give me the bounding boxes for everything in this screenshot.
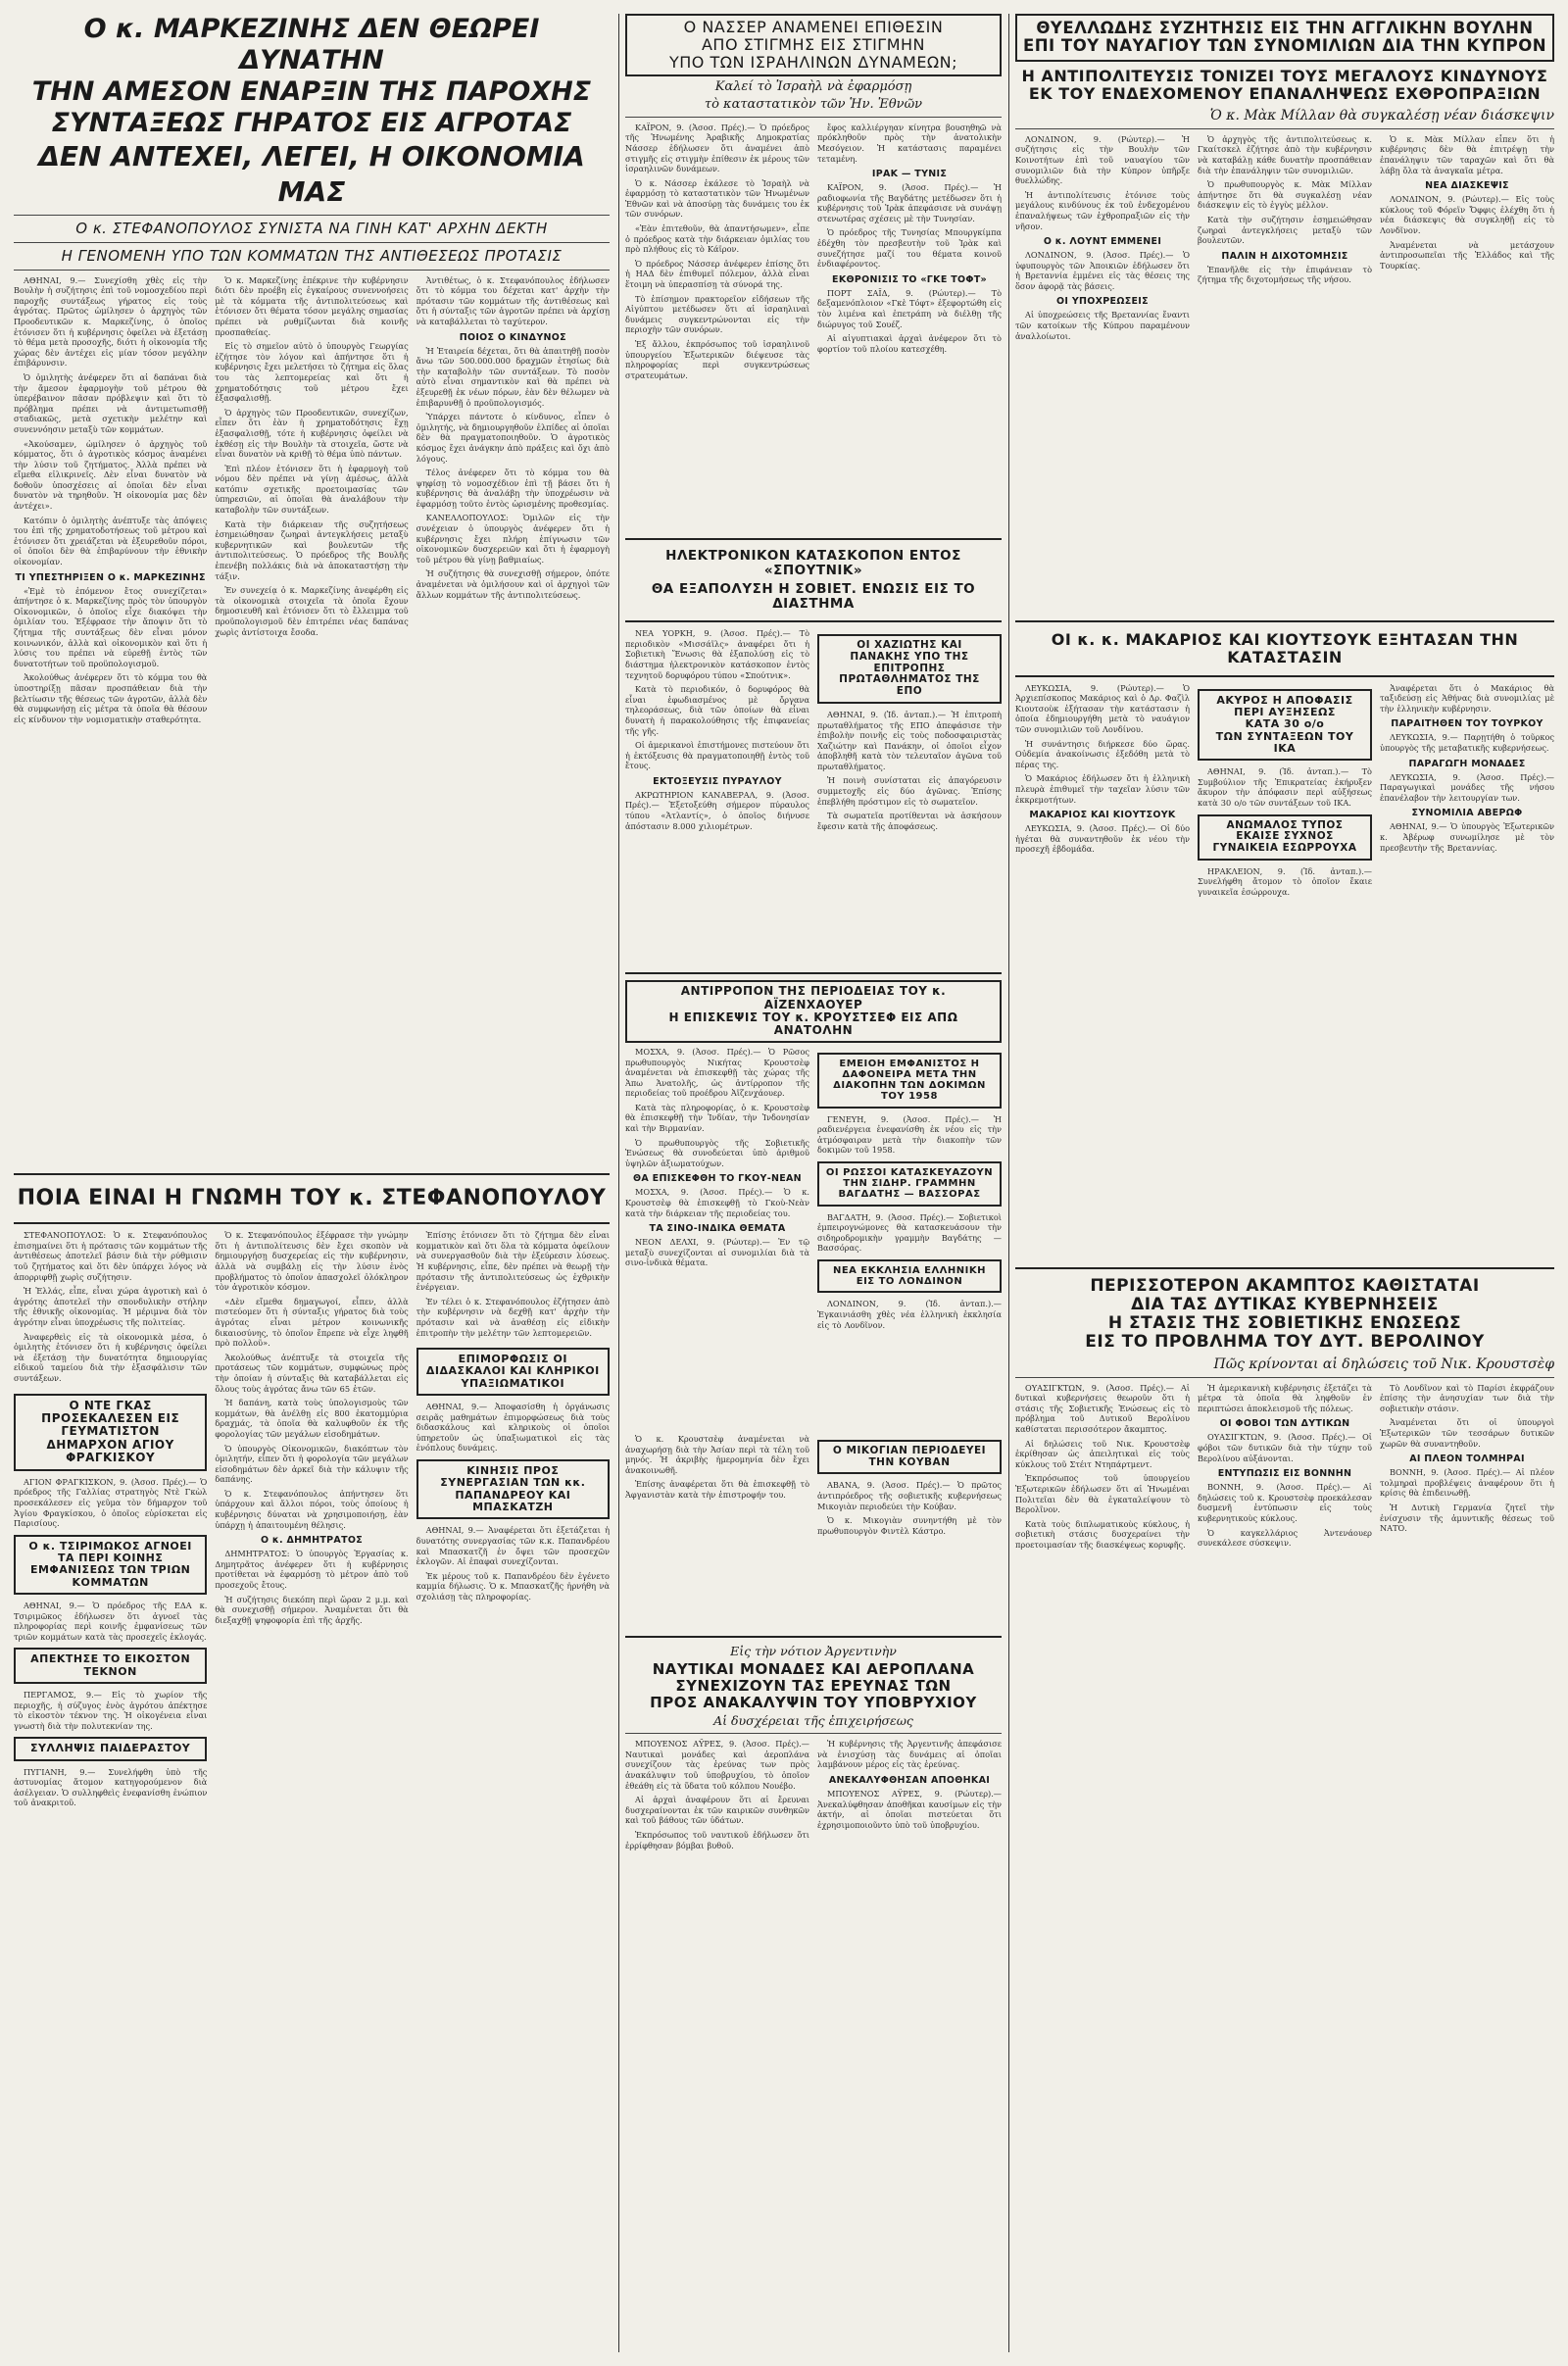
- article-body: [625, 1434, 1002, 1630]
- article-body: [625, 628, 1002, 966]
- article-body: [625, 1047, 1002, 1434]
- headline-line: ΝΑΥΤΙΚΑΙ ΜΟΝΑΔΕΣ ΚΑΙ ΑΕΡΟΠΛΑΝΑ: [652, 1659, 975, 1678]
- box-headline: ΟΙ ΡΩΣΣΟΙ ΚΑΤΑΣΚΕΥΑΖΟΥΝ ΤΗΝ ΣΙΔΗΡ. ΓΡΑΜΜΗΝ ΒΑΓΔΑΤΗΣ — ΒΑΣΣΟΡΑΣ: [825, 1167, 994, 1201]
- column-rule: [1008, 14, 1009, 2352]
- headline-line: ΓΥΝΑΙΚΕΙΑ ΕΣΩΡΡΟΥΧΑ: [1212, 842, 1357, 854]
- headline-line: Η ΣΤΑΣΙΣ ΤΗΣ ΣΟΒΙΕΤΙΚΗΣ ΕΝΩΣΕΩΣ: [1107, 1312, 1462, 1333]
- section-head: ΤΑ ΣΙΝΟ-ΙΝΔΙΚΑ ΘΕΜΑΤΑ: [649, 1223, 786, 1235]
- text-column: Ὁ κ. Μὰκ Μίλλαν εἶπεν ὅτι ἡ κυβέρνησις δὲν θὰ ἐπιτρέψῃ τὴν ἐπανάληψιν τῶν ταραχῶν καὶ ὅτι θὰ λάβῃ ὅλα τὰ ἀναγκαῖα μέτρα. ΝΕΑ ΔΙΑΣΚΕΨΙΣ ΛΟΝΔΙΝΟΝ, 9. (Ρώυτερ).— Εἰς τοὺς κύκλους τοῦ Φόρεϊν Ὄφφις ἐλέχθη ὅτι ἡ νέα διάσκεψις θὰ συγκληθῇ εἰς τὸ Λονδῖνον. Ἀναμένεται νὰ μετάσχουν ἀντιπροσωπεῖαι τῆς Ἑλλάδος καὶ τῆς Τουρκίας.: [1380, 133, 1554, 271]
- subheadline: Η ΓΕΝΟΜΕΝΗ ΥΠΟ ΤΩΝ ΚΟΜΜΑΤΩΝ ΤΗΣ ΑΝΤΙΘΕΣΕΩΣ ΠΡΟΤΑΣΙΣ: [61, 246, 563, 265]
- section-head: ΠΟΙΟΣ Ο ΚΙΝΔΥΝΟΣ: [459, 331, 566, 343]
- text-column: Ὁ κ. Μαρκεζίνης ἐπέκρινε τὴν κυβέρνησιν διότι δὲν προέβη εἰς ἐγκαίρους συνεννοήσεις μὲ τὰ κόμματα τῆς ἀντιπολιτεύσεως καὶ ἐτόνισεν ὅτι θέματα τόσον μεγάλης σημασίας πρέπει νὰ ρυθμίζωνται διὰ κοινῆς προσπαθείας. Εἰς τὸ σημεῖον αὐτὸ ὁ ὑπουργὸς Γεωργίας ἐζήτησε τὸν λόγον καὶ ἀπήντησε ὅτι ἡ κυβέρνησις ἔχει μελετήσει τὸ ζήτημα εἰς ὅλας του τὰς λεπτομερείας καὶ ὅτι ἡ χρηματοδότησις τοῦ μέτρου ἔχει ἐξασφαλισθῇ. Ὁ ἀρχηγὸς τῶν Προοδευτικῶν, συνεχίζων, εἶπεν ὅτι ἐὰν ἡ χρηματοδότησις ἔχῃ ἐξασφαλισθῇ, τότε ἡ κυβέρνησις ὀφείλει νὰ ἐκθέσῃ εἰς τὴν Βουλὴν τὰ στοιχεῖα, ὥστε νὰ εἶναι δυνατὸν νὰ κριθῇ τὸ θέμα ὑπὸ πάντων. Ἐπὶ πλέον ἐτόνισεν ὅτι ἡ ἐφαρμογὴ τοῦ νόμου δὲν πρέπει νὰ γίνῃ ἀμέσως, ἀλλὰ κατόπιν σχετικῆς προετοιμασίας τῶν ὑπηρεσιῶν, αἱ ὁποῖαι θὰ ἀναλάβουν τὴν καταβολὴν τῶν συντάξεων. Κατὰ τὴν διάρκειαν τῆς συζητήσεως ἐσημειώθησαν ζωηραὶ ἀντεγκλήσεις μεταξὺ κυβερνητικῶν καὶ βουλευτῶν τῆς ἀντιπολιτεύσεως. Ὁ πρόεδρος τῆς Βουλῆς ἐπενέβη πολλάκις διὰ νὰ ἀποκαταστήσῃ τὴν τάξιν. Ἐν συνεχείᾳ ὁ κ. Μαρκεζίνης ἀνεφέρθη εἰς τὰ οἰκονομικὰ στοιχεῖα τὰ ὁποῖα ἔχουν δημοσιευθῆ καὶ ἐτόνισεν ὅτι τὸ ἔλλειμμα τοῦ προϋπολογισμοῦ δὲν ἐπιτρέπει νέας δαπάνας χωρὶς ἀντίστοιχα ἔσοδα.: [215, 274, 409, 637]
- box-headline: ΚΙΝΗΣΙΣ ΠΡΟΣ ΣΥΝΕΡΓΑΣΙΑΝ ΤΩΝ κκ. ΠΑΠΑΝΔΡΕΟΥ ΚΑΙ ΜΠΑΣΚΑΤΖΗ: [440, 1464, 586, 1513]
- headline-line: ΤΩΝ ΣΥΝΤΑΞΕΩΝ ΤΟΥ ΙΚΑ: [1215, 729, 1354, 755]
- headline-box: [625, 14, 1002, 76]
- text-column: ΜΠΟΥΕΝΟΣ ΑΫΡΕΣ, 9. (Ἀσοσ. Πρές).— Ναυτικαὶ μονάδες καὶ ἀεροπλάνα συνεχίζουν τὰς ἐρεύνας των πρὸς ἀνακάλυψιν τοῦ ὑποβρυχίου, τὸ ὁποῖον ἐθεάθη εἰς τὰ ὕδατα τοῦ κόλπου Νουέβο. Αἱ ἀρχαὶ ἀναφέρουν ὅτι αἱ ἔρευναι δυσχεραίνονται ἐκ τῶν καιρικῶν συνθηκῶν καὶ τοῦ βάθους τῶν ὑδάτων. Ἐκπρόσωπος τοῦ ναυτικοῦ ἐδήλωσεν ὅτι ἐρρίφθησαν βόμβαι βυθοῦ.: [625, 1739, 809, 1850]
- text-column: Ἀντιθέτως, ὁ κ. Στεφανόπουλος ἐδήλωσεν ὅτι τὸ κόμμα του δέχεται κατ' ἀρχὴν τὴν πρότασιν τῶν κομμάτων τῆς ἀντιθέσεως καὶ ὅτι ἡ σύνταξις τῶν ἀγροτῶν πρέπει νὰ ἀρχίσῃ νὰ καταβάλλεται τὸ ταχύτερον. ΠΟΙΟΣ Ο ΚΙΝΔΥΝΟΣ Ἡ Ἑταιρεία δέχεται, ὅτι θὰ ἀπαιτηθῇ ποσὸν ἄνω τῶν 500.000.000 δραχμῶν ἐτησίως διὰ τὴν καταβολὴν τῶν συντάξεων. Τὸ ποσὸν αὐτὸ εἶναι σημαντικὸν καὶ θὰ πρέπει νὰ ἐξευρεθῇ ἐκ νέων πόρων, ἐὰν δὲν θέλωμεν νὰ ἐπιβαρυνθῇ ὁ προϋπολογισμός. Ὑπάρχει πάντοτε ὁ κίνδυνος, εἶπεν ὁ ὁμιλητής, νὰ δημιουργηθοῦν ἐλπίδες αἱ ὁποῖαι δὲν θὰ πραγματοποιηθοῦν. Ὁ ἀγροτικὸς κόσμος ἔχει ἀνάγκην ἀπὸ πράξεις καὶ ὄχι ἀπὸ λόγους. Τέλος ἀνέφερεν ὅτι τὸ κόμμα του θὰ ψηφίσῃ τὸ νομοσχέδιον ἐπὶ τῇ βάσει ὅτι ἡ κυβέρνησις θὰ ἀναλάβῃ τὴν ὑποχρέωσιν νὰ ἐφαρμόσῃ τοῦτο ἐντὸς ὡρισμένης προθεσμίας. ΚΑΝΕΛΛΟΠΟΥΛΟΣ: Ὁμιλῶν εἰς τὴν συνέχειαν ὁ ὑπουργὸς ἀνέφερεν ὅτι ἡ κυβέρνησις ἔχει πλήρη ἐπίγνωσιν τῶν οἰκονομικῶν δυσχερειῶν καὶ ὅτι ἡ ἐφαρμογὴ τοῦ μέτρου θὰ γίνῃ βαθμιαίως. Ἡ συζήτησις θὰ συνεχισθῇ σήμερον, ὁπότε ἀναμένεται νὰ ὁμιλήσουν καὶ οἱ ἀρχηγοὶ τῶν ἄλλων κομμάτων τῆς ἀντιπολιτεύσεως.: [416, 274, 610, 600]
- section-headline: ΠΟΙΑ ΕΙΝΑΙ Η ΓΝΩΜΗ ΤΟΥ κ. ΣΤΕΦΑΝΟΠΟΥΛΟΥ: [17, 1185, 607, 1210]
- column-rule: [618, 14, 619, 2352]
- headline-line: ΕΚ ΤΟΥ ΕΝΔΕΧΟΜΕΝΟΥ ΕΠΑΝΑΛΗΨΕΩΣ ΕΧΘΡΟΠΡΑΞΙΩΝ: [1028, 83, 1542, 103]
- headline-line: Ο ΝΑΣΣΕΡ ΑΝΑΜΕΝΕΙ ΕΠΙΘΕΣΙΝ: [683, 18, 944, 36]
- article-body: [1015, 683, 1554, 1261]
- headline-line: ΘΑ ΕΞΑΠΟΛΥΣΗ Η ΣΟΒΙΕΤ. ΕΝΩΣΙΣ ΕΙΣ ΤΟ ΔΙΑΣΤΗΜΑ: [651, 580, 976, 613]
- section-head: ΤΙ ΥΠΕΣΤΗΡΙΞΕΝ Ο κ. ΜΑΡΚΕΖΙΝΗΣ: [15, 571, 206, 583]
- text-column: ΟΙ ΧΑΖΙΩΤΗΣ ΚΑΙ ΠΑΝΑΚΗΣ ΥΠΟ ΤΗΣ ΕΠΙΤΡΟΠΗΣ ΠΡΩΤΑΘΛΗΜΑΤΟΣ ΤΗΣ ΕΠΟ ΑΘΗΝΑΙ, 9. (Ἰδ. ἀνταπ.).— Ἡ ἐπιτροπὴ πρωταθλήματος τῆς ΕΠΟ ἀπεφάσισε τὴν ἐπιβολὴν ποινῆς εἰς τοὺς ποδοσφαιριστὰς Χαζιώτην καὶ Πανάκην, οἱ ὁποῖοι εἶχον ἀποβληθῆ κατὰ τὸν τελευταῖον ἀγῶνα τοῦ πρωταθλήματος. Ἡ ποινὴ συνίσταται εἰς ἀπαγόρευσιν συμμετοχῆς εἰς δύο ἀγῶνας. Ἐπίσης ἐπεβλήθη πρόστιμον εἰς τὸ σωματεῖον. Τὰ σωματεῖα προτίθενται νὰ ἀσκήσουν ἔφεσιν κατὰ τῆς ἀποφάσεως.: [817, 628, 1002, 966]
- section-head: ΙΡΑΚ — ΤΥΝΙΣ: [871, 169, 948, 180]
- section-head: ΜΑΚΑΡΙΟΣ ΚΑΙ ΚΙΟΥΤΣΟΥΚ: [1029, 810, 1176, 821]
- headline-line: ΠΕΡΙ ΑΥΞΗΣΕΩΣ: [1234, 705, 1336, 718]
- text-column: ΜΟΣΧΑ, 9. (Ἀσοσ. Πρές).— Ὁ Ρῶσος πρωθυπουργὸς Νικήτας Κρουστσὲφ ἀναμένεται νὰ ἐπισκεφθῇ τὰς χώρας τῆς Ἀπω Ἀνατολῆς, ὡς ἀντίρροπον τῆς περιοδείας τοῦ προέδρου Ἀϊζενχάουερ. Κατὰ τὰς πληροφορίας, ὁ κ. Κρουστσὲφ θὰ ἐπισκεφθῇ τὴν Ἰνδίαν, τὴν Ἰνδονησίαν καὶ τὴν Βιρμανίαν. Ὁ πρωθυπουργὸς τῆς Σοβιετικῆς Ἑνώσεως θὰ συνοδεύεται ὑπὸ ἀριθμοῦ ὑψηλῶν ἀξιωματούχων. ΘΑ ΕΠΙΣΚΕΦΘΗ ΤΟ ΓΚΟΥ-ΝΕΑΝ ΜΟΣΧΑ, 9. (Ἀσοσ. Πρές).— Ὁ κ. Κρουστσὲφ θὰ ἐπισκεφθῇ τὸ Γκοὺ-Νεὰν κατὰ τὴν διάρκειαν τῆς περιοδείας του. ΤΑ ΣΙΝΟ-ΙΝΔΙΚΑ ΘΕΜΑΤΑ ΝΕΟΝ ΔΕΛΧΙ, 9. (Ρώυτερ).— Ἐν τῷ μεταξὺ συνεχίζονται αἱ συνομιλίαι διὰ τὰ σινο-ἰνδικὰ θέματα.: [625, 1046, 809, 1268]
- section-head: Ο κ. ΛΟΥΝΤ ΕΜΜΕΝΕΙ: [1043, 236, 1162, 248]
- text-column: ἔφος καλλιέργηαν κίνητρα βουσηθηῶ νὰ πρόκληθοῦν πρὸς τὴν ἀνατολικὴν Μεσόγειον. Ἡ κατάστασις παραμένει τεταμένη. ΙΡΑΚ — ΤΥΝΙΣ ΚΑΪΡΟΝ, 9. (Ἀσοσ. Πρές).— Ἡ ραδιοφωνία τῆς Βαγδάτης μετέδωσεν ὅτι ἡ κυβέρνησις τοῦ Ἰρὰκ ἀπεφάσισε νὰ συνάψῃ στενωτέρας σχέσεις μὲ τὴν Τυνησίαν. Ὁ πρόεδρος τῆς Τυνησίας Μπουργκίμπα ἐδέχθη τὸν πρεσβευτὴν τοῦ Ἰρὰκ καὶ συνεζήτησε μαζί του θέματα κοινοῦ ἐνδιαφέροντος. ΕΚΘΡΟΝΙΣΙΣ ΤΟ «ΓΚΕ ΤΟΦΤ» ΠΟΡΤ ΣΑΪΔ, 9. (Ρώυτερ).— Τὸ δεξαμενόπλοιον «Γκὲ Τόφτ» ἐξεφορτώθη εἰς τὸν λιμένα καὶ ἐπετράπη νὰ διέλθῃ τῆς διώρυγος τοῦ Σουέζ. Αἱ αἰγυπτιακαὶ ἀρχαὶ ἀνέφερον ὅτι τὸ φορτίον τοῦ πλοίου κατεσχέθη.: [817, 122, 1002, 354]
- headline-line: Η ΕΠΙΣΚΕΨΙΣ ΤΟΥ κ. ΚΡΟΥΣΤΣΕΦ ΕΙΣ ΑΠΩ ΑΝΑΤΟΛΗΝ: [668, 1010, 958, 1038]
- section-head: ΕΚΘΡΟΝΙΣΙΣ ΤΟ «ΓΚΕ ΤΟΦΤ»: [832, 273, 987, 285]
- headline-line: ΠΕΡΙΣΣΟΤΕΡΟΝ ΑΚΑΜΠΤΟΣ ΚΑΘΙΣΤΑΤΑΙ: [1090, 1275, 1480, 1296]
- newspaper-page: [14, 14, 1554, 2352]
- text-column: ΑΚΥΡΟΣ Η ΑΠΟΦΑΣΙΣ ΠΕΡΙ ΑΥΞΗΣΕΩΣ ΚΑΤΑ 30 ο/ο ΤΩΝ ΣΥΝΤΑΞΕΩΝ ΤΟΥ ΙΚΑ ΑΘΗΝΑΙ, 9. (Ἰδ. ἀνταπ.).— Τὸ Συμβούλιον τῆς Ἐπικρατείας ἐκήρυξεν ἄκυρον τὴν ἀπόφασιν περὶ αὐξήσεως κατὰ 30 ο/ο τῶν συντάξεων τοῦ ΙΚΑ. ΑΝΩΜΑΛΟΣ ΤΥΠΟΣ ΕΚΑΙΣΕ ΣΥΧΝΟΣ ΓΥΝΑΙΚΕΙΑ ΕΣΩΡΡΟΥΧΑ ΗΡΑΚΛΕΙΟΝ, 9. (Ἰδ. ἀνταπ.).— Συνελήφθη ἄτομον τὸ ὁποῖον ἔκαιε γυναικεῖα ἐσώρρουχα.: [1198, 683, 1372, 1261]
- box-headline: ΣΥΛΛΗΨΙΣ ΠΑΙΔΕΡΑΣΤΟΥ: [30, 1742, 191, 1755]
- subheadline: Ὁ κ. Μὰκ Μίλλαν θὰ συγκαλέσῃ νέαν διάσκεψιν: [1209, 107, 1554, 123]
- section-head: ΟΙ ΦΟΒΟΙ ΤΩΝ ΔΥΤΙΚΩΝ: [1219, 1418, 1350, 1430]
- section-head: ΣΥΝΟΜΙΛΙΑ ΑΒΕΡΩΦ: [1411, 808, 1523, 819]
- section-head: ΠΑΛΙΝ Η ΔΙΧΟΤΟΜΗΣΙΣ: [1221, 250, 1348, 262]
- headline-line: ΥΠΟ ΤΩΝ ΙΣΡΑΗΛΙΝΩΝ ΔΥΝΑΜΕΩΝ;: [668, 52, 958, 72]
- box-headline: Ο ΝΤΕ ΓΚΑΣ ΠΡΟΣΕΚΑΛΕΣΕΝ ΕΙΣ ΓΕΥΜΑΤΙΣΤΟΝ ΔΗΜΑΡΧΟΝ ΑΓΙΟΥ ΦΡΑΓΚΙΣΚΟΥ: [41, 1398, 180, 1465]
- text-column: Ἐπίσης ἐτόνισεν ὅτι τὸ ζήτημα δὲν εἶναι κομματικὸν καὶ ὅτι ὅλα τὰ κόμματα ὀφείλουν νὰ συνεργασθοῦν διὰ τὴν ἐξεύρεσιν λύσεως. Ἡ κυβέρνησις, εἶπε, δὲν πρέπει νὰ θεωρῇ τὴν πρότασιν τῆς ἀντιπολιτεύσεως ὡς ἐχθρικὴν ἐνέργειαν. Ἐν τέλει ὁ κ. Στεφανόπουλος ἐζήτησεν ἀπὸ τὴν κυβέρνησιν νὰ δεχθῇ κατ' ἀρχὴν τὴν πρότασιν καὶ νὰ ἀναθέσῃ εἰς εἰδικὴν ἐπιτροπὴν τὴν μελέτην τῶν λεπτομερειῶν. ΕΠΙΜΟΡΦΩΣΙΣ ΟΙ ΔΙΔΑΣΚΑΛΟΙ ΚΑΙ ΚΛΗΡΙΚΟΙ ΥΠΑΞΙΩΜΑΤΙΚΟΙ ΑΘΗΝΑΙ, 9.— Ἀποφασίσθη ἡ ὀργάνωσις σειρᾶς μαθημάτων ἐπιμορφώσεως διὰ τοὺς διδασκάλους καὶ κληρικοὺς οἱ ὁποῖοι ὑπηρετοῦν ὡς ὑπαξιωματικοὶ εἰς τὰς ἐνόπλους δυνάμεις. ΚΙΝΗΣΙΣ ΠΡΟΣ ΣΥΝΕΡΓΑΣΙΑΝ ΤΩΝ κκ. ΠΑΠΑΝΔΡΕΟΥ ΚΑΙ ΜΠΑΣΚΑΤΖΗ ΑΘΗΝΑΙ, 9.— Ἀναφέρεται ὅτι ἐξετάζεται ἡ δυνατότης συνεργασίας τῶν κ.κ. Παπανδρέου καὶ Μπασκατζῆ ἐν ὄψει τῶν προσεχῶν ἐκλογῶν. Αἱ ἐπαφαὶ συνεχίζονται. Ἐκ μέρους τοῦ κ. Παπανδρέου δὲν ἐγένετο καμμία δήλωσις. Ὁ κ. Μπασκατζῆς ἠρνήθη νὰ σχολιάσῃ τὰς πληροφορίας.: [416, 1230, 610, 1602]
- text-column: Ὁ κ. Κρουστσὲφ ἀναμένεται νὰ ἀναχωρήσῃ διὰ τὴν Ἀσίαν περὶ τὰ τέλη τοῦ μηνός. Ἡ ἀκριβὴς ἡμερομηνία δὲν ἔχει ἀνακοινωθῆ. Ἐπίσης ἀναφέρεται ὅτι θὰ ἐπισκεφθῇ τὸ Ἀφγανιστὰν κατὰ τὴν ἐπιστροφήν του.: [625, 1433, 809, 1500]
- column-right: [1015, 14, 1554, 2352]
- headline-line: ΗΛΕΚΤΡΟΝΙΚΟΝ ΚΑΤΑΣΚΟΠΟΝ ΕΝΤΟΣ «ΣΠΟΥΤΝΙΚ»: [665, 547, 961, 578]
- section-head: ΕΚΤΟΞΕΥΣΙΣ ΠΥΡΑΥΛΟΥ: [653, 775, 782, 787]
- box-headline: Ο κ. ΤΣΙΡΙΜΩΚΟΣ ΑΓΝΟΕΙ ΤΑ ΠΕΡΙ ΚΟΙΝΗΣ ΕΜΦΑΝΙΣΕΩΣ ΤΩΝ ΤΡΙΩΝ ΚΟΜΜΑΤΩΝ: [28, 1539, 192, 1589]
- section-head: ΕΝΤΥΠΩΣΙΣ ΕΙΣ ΒΟΝΝΗΝ: [1217, 1468, 1352, 1480]
- column-middle: [625, 14, 1002, 2352]
- text-column: Ἡ κυβέρνησις τῆς Ἀργεντινῆς ἀπεφάσισε νὰ ἐνισχύσῃ τὰς δυνάμεις αἱ ὁποῖαι λαμβάνουν μέρος εἰς τὰς ἐρεύνας. ΑΝΕΚΑΛΥΦΘΗΣΑΝ ΑΠΟΘΗΚΑΙ ΜΠΟΥΕΝΟΣ ΑΫΡΕΣ, 9. (Ρώυτερ).— Ἀνεκαλύφθησαν ἀποθῆκαι καυσίμων εἰς τὴν ἀκτήν, αἱ ὁποῖαι πιστεύεται ὅτι ἐχρησιμοποιοῦντο ὑπὸ τοῦ ὑποβρυχίου.: [817, 1739, 1002, 1830]
- text-column: ΕΜΕΙΟΗ ΕΜΦΑΝΙΣΤΟΣ Η ΔΑΦΟΝΕΙΡΑ ΜΕΤΑ ΤΗΝ ΔΙΑΚΟΠΗΝ ΤΩΝ ΔΟΚΙΜΩΝ ΤΟΥ 1958 ΓΕΝΕΥΗ, 9. (Ἀσοσ. Πρές).— Ἡ ραδιενέργεια ἐνεφανίσθη ἐκ νέου εἰς τὴν ἀτμόσφαιραν μετὰ τὴν διακοπὴν τῶν δοκιμῶν τοῦ 1958. ΟΙ ΡΩΣΣΟΙ ΚΑΤΑΣΚΕΥΑΖΟΥΝ ΤΗΝ ΣΙΔΗΡ. ΓΡΑΜΜΗΝ ΒΑΓΔΑΤΗΣ — ΒΑΣΣΟΡΑΣ ΒΑΓΔΑΤΗ, 9. (Ἀσοσ. Πρές).— Σοβιετικοὶ ἐμπειρογνώμονες θὰ κατασκευάσουν τὴν σιδηροδρομικὴν γραμμὴν Βαγδάτης — Βασσόρας. ΝΕΑ ΕΚΚΛΗΣΙΑ ΕΛΛΗΝΙΚΗ ΕΙΣ ΤΟ ΛΟΝΔΙΝΟΝ ΛΟΝΔΙΝΟΝ, 9. (Ἰδ. ἀνταπ.).— Ἐγκαινιάσθη χθὲς νέα ἑλληνικὴ ἐκκλησία εἰς τὸ Λονδῖνον.: [817, 1047, 1002, 1434]
- headline-line: Η ΑΝΤΙΠΟΛΙΤΕΥΣΙΣ ΤΟΝΙΖΕΙ ΤΟΥΣ ΜΕΓΑΛΟΥΣ ΚΙΝΔΥΝΟΥΣ: [1021, 66, 1548, 85]
- text-column: Ὁ ἀρχηγὸς τῆς ἀντιπολιτεύσεως κ. Γκαίτσκελ ἐζήτησε ἀπὸ τὴν κυβέρνησιν νὰ καταβάλῃ κάθε δυνατὴν προσπάθειαν διὰ τὴν ἐπανάληψιν τῶν συνομιλιῶν. Ὁ πρωθυπουργὸς κ. Μὰκ Μίλλαν ἀπήντησε ὅτι θὰ συγκαλέσῃ νέαν διάσκεψιν εἰς τὸ ἐγγὺς μέλλον. Κατὰ τὴν συζήτησιν ἐσημειώθησαν ζωηραὶ ἀντεγκλήσεις μεταξὺ τῶν βουλευτῶν. ΠΑΛΙΝ Η ΔΙΧΟΤΟΜΗΣΙΣ Ἐπανῆλθε εἰς τὴν ἐπιφάνειαν τὸ ζήτημα τῆς διχοτομήσεως τῆς νήσου.: [1198, 133, 1372, 285]
- column-left: [14, 14, 610, 2352]
- headline-line: ΔΙΑ ΤΑΣ ΔΥΤΙΚΑΣ ΚΥΒΕΡΝΗΣΕΙΣ: [1131, 1294, 1439, 1314]
- headline-line: ΣΥΝΤΑΞΕΩΣ ΓΗΡΑΤΟΣ ΕΙΣ ΑΓΡΟΤΑΣ: [51, 108, 572, 138]
- box-headline: ΕΠΙΜΟΡΦΩΣΙΣ ΟΙ ΔΙΔΑΣΚΑΛΟΙ ΚΑΙ ΚΛΗΡΙΚΟΙ ΥΠΑΞΙΩΜΑΤΙΚΟΙ: [425, 1353, 600, 1390]
- headline-box: [625, 980, 1002, 1043]
- headline-line: Ο κ. ΜΑΡΚΕΖΙΝΗΣ ΔΕΝ ΘΕΩΡΕΙ ΔΥΝΑΤΗΝ: [83, 14, 540, 75]
- subheadline: Πῶς κρίνονται αἱ δηλώσεις τοῦ Νικ. Κρουστσὲφ: [1213, 1356, 1554, 1372]
- box-headline: ΕΜΕΙΟΗ ΕΜΦΑΝΙΣΤΟΣ Η ΔΑΦΟΝΕΙΡΑ ΜΕΤΑ ΤΗΝ ΔΙΑΚΟΠΗΝ ΤΩΝ ΔΟΚΙΜΩΝ ΤΟΥ 1958: [833, 1058, 986, 1103]
- headline-line: ΘΥΕΛΛΩΔΗΣ ΣΥΖΗΤΗΣΙΣ ΕΙΣ ΤΗΝ ΑΓΓΛΙΚΗΝ ΒΟΥΛΗΝ: [1036, 19, 1534, 37]
- subheadline: Καλεί τὸ Ἰσραὴλ νὰ ἐφαρμόσῃ: [714, 78, 912, 94]
- section-head: ΘΑ ΕΠΙΣΚΕΦΘΗ ΤΟ ΓΚΟΥ-ΝΕΑΝ: [633, 1173, 802, 1185]
- text-column: ΚΑΪΡΟΝ, 9. (Ἀσοσ. Πρές).— Ὁ πρόεδρος τῆς Ἡνωμένης Ἀραβικῆς Δημοκρατίας Νάσσερ ἐδήλωσεν ὅτι ἀναμένει ἀπὸ στιγμῆς εἰς στιγμὴν ἐπίθεσιν ἐκ μέρους τῶν ἰσραηλινῶν δυνάμεων. Ὁ κ. Νάσσερ ἐκάλεσε τὸ Ἰσραὴλ νὰ ἐφαρμόσῃ τὸ καταστατικὸν τῶν Ἡνωμένων Ἐθνῶν καὶ νὰ ἀποσύρῃ τὰς δυνάμεις του ἐκ τῶν συνόρων. «Ἐὰν ἐπιτεθοῦν, θὰ ἀπαντήσωμεν», εἶπε ὁ πρόεδρος κατὰ τὴν διάρκειαν ὁμιλίας του πρὸ πλήθους εἰς τὸ Κάϊρον. Ὁ πρόεδρος Νάσσερ ἀνέφερεν ἐπίσης ὅτι ἡ ΗΑΔ δὲν ἐπιθυμεῖ πόλεμον, ἀλλὰ εἶναι ἕτοιμη νὰ ὑπερασπίσῃ τὰ σύνορά της. Τὸ ἐπίσημον πρακτορεῖον εἰδήσεων τῆς Αἰγύπτου μετέδωσεν ὅτι αἱ ἰσραηλιναὶ δυνάμεις συγκεντρώνονται εἰς τὴν περιοχὴν τῶν συνόρων. Ἐξ ἄλλου, ἐκπρόσωπος τοῦ ἰσραηλινοῦ ὑπουργείου Ἐξωτερικῶν διέψευσε τὰς πληροφορίας περὶ συγκεντρώσεως στρατευμάτων.: [625, 122, 809, 380]
- text-column: ΝΕΑ ΥΟΡΚΗ, 9. (Ἀσοσ. Πρές).— Τὸ περιοδικὸν «Μισσάϊλς» ἀναφέρει ὅτι ἡ Σοβιετικὴ Ἕνωσις θὰ ἐξαπολύσῃ εἰς τὸ διάστημα ἠλεκτρονικὸν κατάσκοπον ἐντὸς τεχνητοῦ δορυφόρου τύπου «Σπούτνικ». Κατὰ τὸ περιοδικόν, ὁ δορυφόρος θὰ εἶναι ἐφωδιασμένος μὲ ὄργανα τηλεοράσεως, διὰ τῶν ὁποίων θὰ εἶναι δυνατὴ ἡ παρακολούθησις τῆς ἐπιφανείας τῆς γῆς. Οἱ ἀμερικανοὶ ἐπιστήμονες πιστεύουν ὅτι ἡ ἐκτόξευσις θὰ πραγματοποιηθῇ ἐντὸς τοῦ ἔτους. ΕΚΤΟΞΕΥΣΙΣ ΠΥΡΑΥΛΟΥ ΑΚΡΩΤΗΡΙΟΝ ΚΑΝΑΒΕΡΑΛ, 9. (Ἀσοσ. Πρές).— Ἐξετοξεύθη σήμερον πύραυλος τύπου «Ἀτλαντίς», ὁ ὁποῖος διήνυσε ἀπόστασιν 8.000 χιλιομέτρων.: [625, 628, 809, 831]
- section-head: ΟΙ ΥΠΟΧΡΕΩΣΕΙΣ: [1056, 296, 1149, 308]
- subheadline: Ο κ. ΣΤΕΦΑΝΟΠΟΥΛΟΣ ΣΥΝΙΣΤΑ ΝΑ ΓΙΝΗ ΚΑΤ' ΑΡΧΗΝ ΔΕΚΤΗ: [75, 220, 548, 237]
- text-column: ΣΤΕΦΑΝΟΠΟΥΛΟΣ: Ὁ κ. Στεφανόπουλος ἐπισημαίνει ὅτι ἡ πρότασις τῶν κομμάτων τῆς ἀντιθέσεως ἀποτελεῖ βάσιν διὰ τὴν ρύθμισιν τοῦ ζητήματος καὶ ὅτι δὲν ὑπάρχει λόγος νὰ ἀπορριφθῇ χωρὶς συζήτησιν. Ἡ Ἑλλάς, εἶπε, εἶναι χώρα ἀγροτικὴ καὶ ὁ ἀγρότης ἀποτελεῖ τὴν σπονδυλικὴν στήλην τῆς ἐθνικῆς οἰκονομίας. Ἡ μέριμνα διὰ τὸν ἀγρότην εἶναι ὑποχρέωσις τῆς πολιτείας. Ἀναφερθεὶς εἰς τὰ οἰκονομικὰ μέσα, ὁ ὁμιλητὴς ἐτόνισεν ὅτι ἡ κυβέρνησις ὀφείλει νὰ ἐξετάσῃ τὴν δυνατότητα δημιουργίας εἰδικοῦ ταμείου διὰ τὴν ἐξασφάλισιν τῶν συντάξεων. Ο ΝΤΕ ΓΚΑΣ ΠΡΟΣΕΚΑΛΕΣΕΝ ΕΙΣ ΓΕΥΜΑΤΙΣΤΟΝ ΔΗΜΑΡΧΟΝ ΑΓΙΟΥ ΦΡΑΓΚΙΣΚΟΥ ΑΓΙΟΝ ΦΡΑΓΚΙΣΚΟΝ, 9. (Ἀσοσ. Πρές).— Ὁ πρόεδρος τῆς Γαλλίας στρατηγὸς Ντὲ Γκὼλ προσεκάλεσεν εἰς γεῦμα τὸν δήμαρχον τοῦ Ἁγίου Φραγκίσκου, ὁ ὁποῖος εὑρίσκεται εἰς Παρισίους. Ο κ. ΤΣΙΡΙΜΩΚΟΣ ΑΓΝΟΕΙ ΤΑ ΠΕΡΙ ΚΟΙΝΗΣ ΕΜΦΑΝΙΣΕΩΣ ΤΩΝ ΤΡΙΩΝ ΚΟΜΜΑΤΩΝ ΑΘΗΝΑΙ, 9.— Ὁ πρόεδρος τῆς ΕΔΑ κ. Τσιριμῶκος ἐδήλωσεν ὅτι ἀγνοεῖ τὰς πληροφορίας περὶ κοινῆς ἐμφανίσεως τῶν τριῶν κομμάτων κατὰ τὰς προσεχεῖς ἐκλογάς. ΑΠΕΚΤΗΣΕ ΤΟ ΕΙΚΟΣΤΟΝ ΤΕΚΝΟΝ ΠΕΡΓΑΜΟΣ, 9.— Εἰς τὸ χωρίον τῆς περιοχῆς, ἡ σύζυγος ἐνὸς ἀγρότου ἀπέκτησε τὸ εἰκοστὸν τέκνον της. Ἡ οἰκογένεια εἶναι γνωστὴ διὰ τὴν πολυτεκνίαν της. ΣΥΛΛΗΨΙΣ ΠΑΙΔΕΡΑΣΤΟΥ ΠΥΓΙΑΝΗ, 9.— Συνελήφθη ὑπὸ τῆς ἀστυνομίας ἄτομον κατηγορούμενον διὰ ἀσέλγειαν. Ὁ συλληφθεὶς ἐνεφανίσθη ἐνώπιον τοῦ ἀνακριτοῦ.: [14, 1230, 208, 1808]
- article-body: [1015, 134, 1554, 615]
- text-column: Τὸ Λονδῖνον καὶ τὸ Παρίσι ἐκφράζουν ἐπίσης τὴν ἀνησυχίαν των διὰ τὴν σοβιετικὴν στάσιν. Ἀναμένεται ὅτι οἱ ὑπουργοὶ Ἐξωτερικῶν τῶν τεσσάρων δυτικῶν χωρῶν θὰ συναντηθοῦν. ΑΙ ΠΛΕΟΝ ΤΟΛΜΗΡΑΙ ΒΟΝΝΗ, 9. (Ἀσοσ. Πρές).— Αἱ πλέον τολμηραὶ προβλέψεις ἀναφέρουν ὅτι ἡ κρίσις θὰ ἐπιδεινωθῇ. Ἡ Δυτικὴ Γερμανία ζητεῖ τὴν ἐνίσχυσιν τῆς ἀμυντικῆς θέσεως τοῦ ΝΑΤΟ.: [1380, 1382, 1554, 1534]
- article-body: [14, 1230, 610, 2352]
- article-body: [625, 123, 1002, 532]
- text-column: Ἡ ἀμερικανικὴ κυβέρνησις ἐξετάζει τὰ μέτρα τὰ ὁποῖα θὰ ληφθοῦν ἐν περιπτώσει ἀποκλεισμοῦ τῆς πόλεως. ΟΙ ΦΟΒΟΙ ΤΩΝ ΔΥΤΙΚΩΝ ΟΥΑΣΙΓΚΤΩΝ, 9. (Ἀσοσ. Πρές).— Οἱ φόβοι τῶν δυτικῶν διὰ τὴν τύχην τοῦ Βερολίνου αὐξάνονται. ΕΝΤΥΠΩΣΙΣ ΕΙΣ ΒΟΝΝΗΝ ΒΟΝΝΗ, 9. (Ἀσοσ. Πρές).— Αἱ δηλώσεις τοῦ κ. Κρουστσὲφ προεκάλεσαν δυσμενῆ ἐντύπωσιν εἰς τοὺς κυβερνητικοὺς κύκλους. Ὁ καγκελλάριος Ἀντενάουερ συνεκάλεσε σύσκεψιν.: [1198, 1382, 1372, 1549]
- box-headline: ΝΕΑ ΕΚΚΛΗΣΙΑ ΕΛΛΗΝΙΚΗ ΕΙΣ ΤΟ ΛΟΝΔΙΝΟΝ: [832, 1264, 987, 1288]
- lead-headline: [14, 14, 610, 210]
- headline-line: ΚΑΤΑ 30 ο/ο: [1245, 717, 1325, 731]
- article-body: [625, 1739, 1002, 2033]
- text-column: ΟΥΑΣΙΓΚΤΩΝ, 9. (Ἀσοσ. Πρές).— Αἱ δυτικαὶ κυβερνήσεις θεωροῦν ὅτι ἡ στάσις τῆς Σοβιετικῆς Ἑνώσεως εἰς τὸ πρόβλημα τοῦ Δυτικοῦ Βερολίνου καθίσταται περισσότερον ἄκαμπτος. Αἱ δηλώσεις τοῦ Νικ. Κρουστσὲφ ἐκρίθησαν ὡς ἀπειλητικαὶ εἰς τοὺς κύκλους τοῦ Στέιτ Ντηπάρτμεντ. Ἐκπρόσωπος τοῦ ὑπουργείου Ἐξωτερικῶν ἐδήλωσεν ὅτι αἱ Ἡνωμέναι Πολιτεῖαι δὲν θὰ ἐγκαταλείψουν τὸ Βερολῖνον. Κατὰ τοὺς διπλωματικοὺς κύκλους, ἡ σοβιετικὴ στάσις δυσχεραίνει τὴν προετοιμασίαν τῆς διασκέψεως κορυφῆς.: [1015, 1382, 1190, 1550]
- text-column: Ὁ κ. Στεφανόπουλος ἐξέφρασε τὴν γνώμην ὅτι ἡ ἀντιπολίτευσις δὲν ἔχει σκοπὸν νὰ δημιουργήσῃ δυσχερείας εἰς τὴν κυβέρνησιν, ἀλλὰ νὰ συμβάλῃ εἰς τὴν λύσιν ἑνὸς προβλήματος τὸ ὁποῖον ἀπασχολεῖ ὁλόκληρον τὸν ἀγροτικὸν κόσμον. «Δὲν εἴμεθα δημαγωγοί, εἶπεν, ἀλλὰ πιστεύομεν ὅτι ἡ σύνταξις γήρατος διὰ τοὺς ἀγρότας εἶναι μέτρον κοινωνικῆς δικαιοσύνης, τὸ ὁποῖον ἔπρεπε νὰ εἶχε ληφθῆ πρὸ πολλοῦ». Ἀκολούθως ἀνέπτυξε τὰ στοιχεῖα τῆς προτάσεως τῶν κομμάτων, συμφώνως πρὸς τὴν ὁποίαν ἡ σύνταξις θὰ καταβάλλεται εἰς ὅλους τοὺς ἀγρότας ἄνω τῶν 65 ἐτῶν. Ἡ δαπάνη, κατὰ τοὺς ὑπολογισμοὺς τῶν κομμάτων, θὰ ἀνέλθῃ εἰς 800 ἑκατομμύρια δραχμάς, τὰ ὁποῖα θὰ καλυφθοῦν ἐκ τῆς φορολογίας τῶν μεγάλων εἰσοδημάτων. Ὁ ὑπουργὸς Οἰκονομικῶν, διακόπτων τὸν ὁμιλητήν, εἶπεν ὅτι ἡ φορολογία τῶν μεγάλων εἰσοδημάτων δὲν ἀρκεῖ διὰ τὴν κάλυψιν τῆς δαπάνης. Ὁ κ. Στεφανόπουλος ἀπήντησεν ὅτι ὑπάρχουν καὶ ἄλλοι πόροι, τοὺς ὁποίους ἡ κυβέρνησις δύναται νὰ χρησιμοποιήσῃ, ἐὰν ὑπάρχῃ ἡ ἀπαιτουμένη θέλησις. Ο κ. ΔΗΜΗΤΡΑΤΟΣ ΔΗΜΗΤΡΑΤΟΣ: Ὁ ὑπουργὸς Ἐργασίας κ. Δημητρᾶτος ἀνέφερεν ὅτι ἡ κυβέρνησις προτίθεται νὰ ἐφαρμόσῃ τὸ μέτρον ἀπὸ τοῦ προσεχοῦς ἔτους. Ἡ συζήτησις διεκόπη περὶ ὥραν 2 μ.μ. καὶ θὰ συνεχισθῇ σήμερον. Ἀναμένεται ὅτι θὰ διεξαχθῇ ψηφοφορία ἐπὶ τῆς ἀρχῆς.: [215, 1230, 409, 1625]
- subheadline: τὸ καταστατικὸν τῶν Ἡν. Ἐθνῶν: [704, 96, 923, 112]
- text-column: Ο ΜΙΚΟΓΙΑΝ ΠΕΡΙΟΔΕΥΕΙ ΤΗΝ ΚΟΥΒΑΝ ΑΒΑΝΑ, 9. (Ἀσοσ. Πρές).— Ὁ πρῶτος ἀντιπρόεδρος τῆς σοβιετικῆς κυβερνήσεως Μικογιὰν περιοδεύει τὴν Κούβαν. Ὁ κ. Μικογιὰν συνηντήθη μὲ τὸν πρωθυπουργὸν Φιντὲλ Κάστρο.: [817, 1434, 1002, 1630]
- headline-block: [1015, 62, 1554, 105]
- headline-block: [1015, 1275, 1554, 1354]
- headline-line: ΠΡΟΣ ΑΝΑΚΑΛΥΨΙΝ ΤΟΥ ΥΠΟΒΡΥΧΙΟΥ: [650, 1693, 977, 1711]
- headline-line: ΑΝΩΜΑΛΟΣ ΤΥΠΟΣ: [1226, 818, 1344, 831]
- headline-line: ΑΝΤΙΡΡΟΠΟΝ ΤΗΣ ΠΕΡΙΟΔΕΙΑΣ ΤΟΥ κ. ΑΪΖΕΝΧΑΟΥΕΡ: [680, 984, 947, 1011]
- headline-line: ΕΠΙ ΤΟΥ ΝΑΥΑΓΙΟΥ ΤΩΝ ΣΥΝΟΜΙΛΙΩΝ ΔΙΑ ΤΗΝ ΚΥΠΡΟΝ: [1022, 36, 1547, 56]
- box-headline: ΑΠΕΚΤΗΣΕ ΤΟ ΕΙΚΟΣΤΟΝ ΤΕΚΝΟΝ: [30, 1652, 191, 1678]
- section-head: ΠΑΡΑΙΤΗΘΕΝ ΤΟΥ ΤΟΥΡΚΟΥ: [1391, 718, 1544, 730]
- section-head: ΠΑΡΑΓΩΓΗ ΜΟΝΑΔΕΣ: [1408, 758, 1526, 769]
- box-headline: ΟΙ ΧΑΖΙΩΤΗΣ ΚΑΙ ΠΑΝΑΚΗΣ ΥΠΟ ΤΗΣ ΕΠΙΤΡΟΠΗΣ ΠΡΩΤΑΘΛΗΜΑΤΟΣ ΤΗΣ ΕΠΟ: [839, 639, 980, 698]
- headline-line: ΤΗΝ ΑΜΕΣΟΝ ΕΝΑΡΞΙΝ ΤΗΣ ΠΑΡΟΧΗΣ: [31, 76, 592, 107]
- text-column: ΛΕΥΚΩΣΙΑ, 9. (Ρώυτερ).— Ὁ Ἀρχιεπίσκοπος Μακάριος καὶ ὁ Δρ. Φαζὶλ Κιουτσοὺκ ἐξήτασαν τὴν κατάστασιν ἡ ὁποία ἐδημιουργήθη μετὰ τὸ ναυάγιον τῶν συνομιλιῶν τοῦ Λονδίνου. Ἡ συνάντησις διήρκεσε δύο ὥρας. Οὐδεμία ἀνακοίνωσις ἐξεδόθη μετὰ τὸ πέρας της. Ὁ Μακάριος ἐδήλωσεν ὅτι ἡ ἑλληνικὴ πλευρὰ ἐπιθυμεῖ τὴν ταχεῖαν λύσιν τῶν ἐκκρεμοτήτων. ΜΑΚΑΡΙΟΣ ΚΑΙ ΚΙΟΥΤΣΟΥΚ ΛΕΥΚΩΣΙΑ, 9. (Ἀσοσ. Πρές).— Οἱ δύο ἡγέται θὰ συναντηθοῦν ἐκ νέου τὴν προσεχῆ ἑβδομάδα.: [1015, 682, 1190, 855]
- subheadline: Εἰς τὴν νότιον Ἀργεντινὴν: [730, 1643, 897, 1658]
- headline-line: ΔΕΝ ΑΝΤΕΧΕΙ, ΛΕΓΕΙ, Η ΟΙΚΟΝΟΜΙΑ ΜΑΣ: [38, 140, 585, 208]
- text-column: ΛΟΝΔΙΝΟΝ, 9. (Ρώυτερ).— Ἡ συζήτησις εἰς τὴν Βουλὴν τῶν Κοινοτήτων ἐπὶ τοῦ ναυαγίου τῶν συνομιλιῶν διὰ τὴν Κύπρον ὑπῆρξε θυελλώδης. Ἡ ἀντιπολίτευσις ἐτόνισε τοὺς μεγάλους κινδύνους ἐκ τοῦ ἐνδεχομένου ἐπαναλήψεως τῶν ἐχθροπραξιῶν εἰς τὴν νῆσον. Ο κ. ΛΟΥΝΤ ΕΜΜΕΝΕΙ ΛΟΝΔΙΝΟΝ, 9. (Ἀσοσ. Πρές).— Ὁ ὑφυπουργὸς τῶν Ἀποικιῶν ἐδήλωσεν ὅτι ἡ Βρεταννία ἐμμένει εἰς τὰς θέσεις της ὅσον ἀφορᾷ τὰς βάσεις. ΟΙ ΥΠΟΧΡΕΩΣΕΙΣ Αἱ ὑποχρεώσεις τῆς Βρεταννίας ἔναντι τῶν κατοίκων τῆς Κύπρου παραμένουν ἀναλλοίωτοι.: [1015, 133, 1190, 341]
- subheadline: Αἱ δυσχέρειαι τῆς ἐπιχειρήσεως: [713, 1713, 913, 1729]
- headline-line: ΣΥΝΕΧΙΖΟΥΝ ΤΑΣ ΕΡΕΥΝΑΣ ΤΩΝ: [675, 1676, 952, 1695]
- section-head: ΑΙ ΠΛΕΟΝ ΤΟΛΜΗΡΑΙ: [1409, 1454, 1525, 1465]
- text-column: ΑΘΗΝΑΙ, 9.— Συνεχίσθη χθὲς εἰς τὴν Βουλὴν ἡ συζήτησις ἐπὶ τοῦ νομοσχεδίου περὶ παροχῆς συντάξεως γήρατος εἰς τοὺς ἀγρότας. Πρῶτος ὡμίλησεν ὁ ἀρχηγὸς τῶν Προοδευτικῶν κ. Μαρκεζίνης, ὁ ὁποῖος ἐτόνισεν ὅτι ἡ κυβέρνησις ὀφείλει νὰ ἐξετάσῃ τὸ θέμα μετὰ προσοχῆς, διότι ἡ οἰκονομία τῆς χώρας δὲν ἀντέχει εἰς μίαν τόσον μεγάλην ἐπιβάρυνσιν. Ὁ ὁμιλητὴς ἀνέφερεν ὅτι αἱ δαπάναι διὰ τὴν ἄμεσον ἐφαρμογὴν τοῦ μέτρου θὰ ὑπερέβαινον πᾶσαν πρόβλεψιν καὶ ὅτι τὸ πρόβλημα πρέπει νὰ ἀντιμετωπισθῇ σταδιακῶς, μετὰ σχετικὴν μελέτην καὶ συνεννόησιν μεταξὺ τῶν κομμάτων. «Ἀκούσαμεν, ὡμίλησεν ὁ ἀρχηγὸς τοῦ κόμματος, ὅτι ὁ ἀγροτικὸς κόσμος ἀναμένει τὴν λύσιν τοῦ ζητήματος. Ἀλλὰ πρέπει νὰ εἴμεθα εἰλικρινεῖς. Δὲν εἶναι δυνατὸν νὰ δοθοῦν ὑποσχέσεις αἱ ὁποῖαι δὲν εἶναι δυνατὸν νὰ τηρηθοῦν. Ἡ οἰκονομία μας δὲν ἀντέχει». Κατόπιν ὁ ὁμιλητὴς ἀνέπτυξε τὰς ἀπόψεις του ἐπὶ τῆς χρηματοδοτήσεως τοῦ μέτρου καὶ ἐτόνισεν ὅτι χρειάζεται νὰ ἐξευρεθοῦν πόροι, οἱ ὁποῖοι δὲν θὰ ἐπιβαρύνουν τὴν ἐθνικὴν οἰκονομίαν. ΤΙ ΥΠΕΣΤΗΡΙΞΕΝ Ο κ. ΜΑΡΚΕΖΙΝΗΣ «Ἐμὲ τὸ ἐπόμενον ἔτος συνεχίζεται» ἀπήντησε ὁ κ. Μαρκεζίνης πρὸς τὸν ὑπουργὸν Οἰκονομικῶν, ὁ ὁποῖος εἶχε διακόψει τὴν ὁμιλίαν του. Ἐξέφρασε τὴν ἄποψιν ὅτι τὸ ζήτημα τῆς συντάξεως δὲν εἶναι μόνον κοινωνικόν, ἀλλὰ καὶ οἰκονομικὸν καὶ ὅτι ἡ λύσις του πρέπει νὰ εὑρεθῇ ἐντὸς τῶν δυνατοτήτων τοῦ προϋπολογισμοῦ. Ἀκολούθως ἀνέφερεν ὅτι τὸ κόμμα του θὰ ὑποστηρίξῃ πᾶσαν προσπάθειαν διὰ τὴν βελτίωσιν τῆς θέσεως τῶν ἀγροτῶν, ἀλλὰ δὲν θὰ συμφωνήσῃ εἰς μέτρα τὰ ὁποῖα θὰ θέσουν εἰς κίνδυνον τὴν νομισματικὴν σταθερότητα.: [14, 274, 208, 724]
- article-body: [14, 275, 610, 1167]
- headline-line: ΕΚΑΙΣΕ ΣΥΧΝΟΣ: [1236, 830, 1334, 843]
- headline-box: [1015, 14, 1554, 62]
- article-body: [1015, 1383, 1554, 2089]
- section-head: Ο κ. ΔΗΜΗΤΡΑΤΟΣ: [260, 1535, 364, 1547]
- headline-line: ΑΠΟ ΣΤΙΓΜΗΣ ΕΙΣ ΣΤΙΓΜΗΝ: [701, 34, 926, 54]
- section-head: ΝΕΑ ΔΙΑΣΚΕΨΙΣ: [1425, 180, 1509, 192]
- section-headline: ΟΙ κ. κ. ΜΑΚΑΡΙΟΣ ΚΑΙ ΚΙΟΥΤΣΟΥΚ ΕΞΗΤΑΣΑΝ ΤΗΝ ΚΑΤΑΣΤΑΣΙΝ: [1051, 629, 1519, 666]
- headline-line: ΑΚΥΡΟΣ Η ΑΠΟΦΑΣΙΣ: [1216, 693, 1353, 707]
- headline-line: ΕΙΣ ΤΟ ΠΡΟΒΛΗΜΑ ΤΟΥ ΔΥΤ. ΒΕΡΟΛΙΝΟΥ: [1085, 1331, 1485, 1352]
- box-headline: Ο ΜΙΚΟΓΙΑΝ ΠΕΡΙΟΔΕΥΕΙ ΤΗΝ ΚΟΥΒΑΝ: [832, 1444, 987, 1468]
- section-head: ΑΝΕΚΑΛΥΦΘΗΣΑΝ ΑΠΟΘΗΚΑΙ: [828, 1775, 991, 1787]
- text-column: Ἀναφέρεται ὅτι ὁ Μακάριος θὰ ταξιδεύσῃ εἰς Ἀθήνας διὰ συνομιλίας μὲ τὴν ἑλληνικὴν κυβέρνησιν. ΠΑΡΑΙΤΗΘΕΝ ΤΟΥ ΤΟΥΡΚΟΥ ΛΕΥΚΩΣΙΑ, 9.— Παρῃτήθη ὁ τοῦρκος ὑπουργὸς τῆς μεταβατικῆς κυβερνήσεως. ΠΑΡΑΓΩΓΗ ΜΟΝΑΔΕΣ ΛΕΥΚΩΣΙΑ, 9. (Ἀσοσ. Πρές).— Παραγωγικαὶ μονάδες τῆς νήσου ἐπανέλαβον τὴν λειτουργίαν των. ΣΥΝΟΜΙΛΙΑ ΑΒΕΡΩΦ ΑΘΗΝΑΙ, 9.— Ὁ ὑπουργὸς Ἐξωτερικῶν κ. Ἀβέρωφ συνωμίλησε μὲ τὸν πρεσβευτὴν τῆς Βρεταννίας.: [1380, 682, 1554, 853]
